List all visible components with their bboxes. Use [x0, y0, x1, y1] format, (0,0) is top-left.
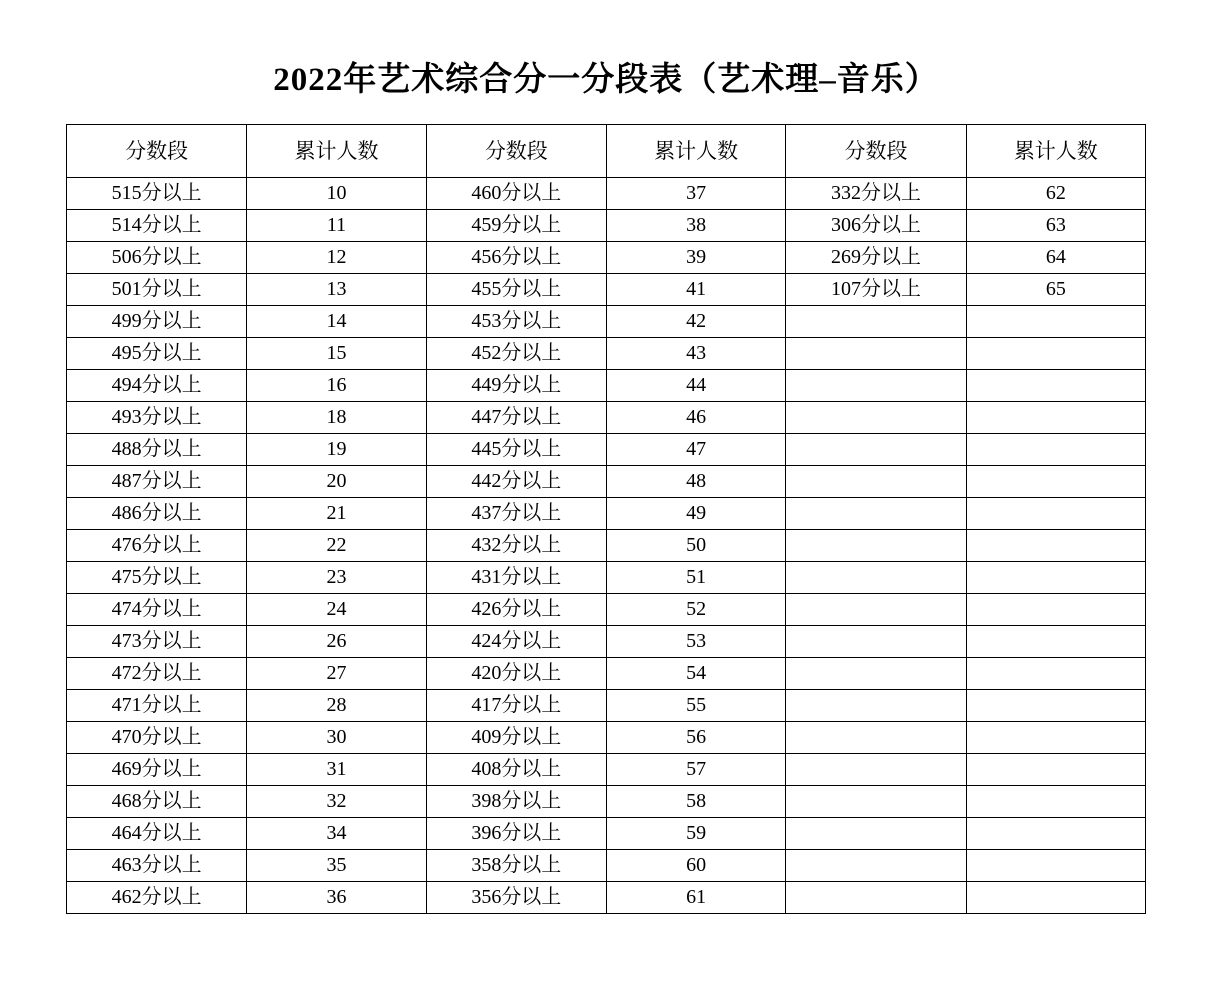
cell-score-segment: 408分以上 — [426, 754, 606, 786]
cell-cumulative-count: 58 — [607, 786, 786, 818]
cell-cumulative-count: 24 — [247, 594, 426, 626]
table-row — [67, 466, 1146, 498]
cell-cumulative-count: 35 — [247, 850, 426, 882]
cell-cumulative-count: 19 — [247, 434, 426, 466]
cell-cumulative-count — [966, 722, 1145, 754]
cell-cumulative-count: 56 — [607, 722, 786, 754]
cell-score-segment: 471分以上 — [67, 690, 247, 722]
table-row — [67, 402, 1146, 434]
cell-score-segment: 464分以上 — [67, 818, 247, 850]
cell-cumulative-count: 27 — [247, 658, 426, 690]
cell-cumulative-count: 18 — [247, 402, 426, 434]
cell-score-segment — [786, 530, 966, 562]
cell-score-segment: 459分以上 — [426, 210, 606, 242]
cell-score-segment: 456分以上 — [426, 242, 606, 274]
cell-cumulative-count — [966, 306, 1145, 338]
table-row — [67, 498, 1146, 530]
cell-cumulative-count — [966, 562, 1145, 594]
cell-cumulative-count: 13 — [247, 274, 426, 306]
table-row — [67, 306, 1146, 338]
cell-score-segment: 473分以上 — [67, 626, 247, 658]
cell-score-segment: 487分以上 — [67, 466, 247, 498]
cell-cumulative-count: 10 — [247, 178, 426, 210]
table-row — [67, 626, 1146, 658]
cell-score-segment — [786, 722, 966, 754]
cell-cumulative-count — [966, 370, 1145, 402]
cell-cumulative-count: 21 — [247, 498, 426, 530]
cell-score-segment — [786, 658, 966, 690]
cell-cumulative-count: 14 — [247, 306, 426, 338]
cell-cumulative-count — [966, 754, 1145, 786]
cell-cumulative-count: 59 — [607, 818, 786, 850]
cell-cumulative-count: 61 — [607, 882, 786, 914]
table-row — [67, 178, 1146, 210]
cell-score-segment: 306分以上 — [786, 210, 966, 242]
cell-score-segment — [786, 818, 966, 850]
cell-score-segment: 409分以上 — [426, 722, 606, 754]
cell-score-segment: 470分以上 — [67, 722, 247, 754]
cell-cumulative-count: 23 — [247, 562, 426, 594]
cell-score-segment: 417分以上 — [426, 690, 606, 722]
cell-score-segment: 107分以上 — [786, 274, 966, 306]
table-row — [67, 658, 1146, 690]
cell-score-segment: 453分以上 — [426, 306, 606, 338]
cell-score-segment: 432分以上 — [426, 530, 606, 562]
cell-cumulative-count: 55 — [607, 690, 786, 722]
table-row — [67, 242, 1146, 274]
cell-score-segment — [786, 882, 966, 914]
cell-cumulative-count — [966, 690, 1145, 722]
cell-score-segment: 442分以上 — [426, 466, 606, 498]
score-segment-table — [66, 124, 1146, 914]
cell-score-segment: 460分以上 — [426, 178, 606, 210]
cell-cumulative-count: 11 — [247, 210, 426, 242]
cell-score-segment — [786, 306, 966, 338]
page-title: 2022年艺术综合分一分段表（艺术理–音乐） — [273, 62, 939, 98]
table-row — [67, 882, 1146, 914]
cell-cumulative-count: 54 — [607, 658, 786, 690]
cell-score-segment: 358分以上 — [426, 850, 606, 882]
table-row — [67, 594, 1146, 626]
cell-score-segment: 463分以上 — [67, 850, 247, 882]
column-header-score-segment-3: 分数段 — [786, 125, 966, 178]
cell-score-segment — [786, 754, 966, 786]
table-row — [67, 818, 1146, 850]
cell-score-segment — [786, 850, 966, 882]
cell-score-segment: 449分以上 — [426, 370, 606, 402]
cell-cumulative-count: 53 — [607, 626, 786, 658]
cell-cumulative-count: 20 — [247, 466, 426, 498]
cell-score-segment: 447分以上 — [426, 402, 606, 434]
cell-score-segment: 501分以上 — [67, 274, 247, 306]
cell-score-segment: 424分以上 — [426, 626, 606, 658]
cell-score-segment: 474分以上 — [67, 594, 247, 626]
cell-cumulative-count: 26 — [247, 626, 426, 658]
table-row — [67, 562, 1146, 594]
cell-score-segment: 494分以上 — [67, 370, 247, 402]
cell-score-segment — [786, 594, 966, 626]
table-row — [67, 722, 1146, 754]
cell-cumulative-count: 62 — [966, 178, 1145, 210]
cell-cumulative-count — [966, 850, 1145, 882]
cell-cumulative-count: 63 — [966, 210, 1145, 242]
cell-score-segment — [786, 786, 966, 818]
cell-cumulative-count: 41 — [607, 274, 786, 306]
table-header — [67, 125, 1146, 178]
cell-score-segment: 426分以上 — [426, 594, 606, 626]
cell-cumulative-count: 44 — [607, 370, 786, 402]
cell-score-segment: 452分以上 — [426, 338, 606, 370]
cell-cumulative-count: 64 — [966, 242, 1145, 274]
cell-cumulative-count: 47 — [607, 434, 786, 466]
cell-score-segment: 396分以上 — [426, 818, 606, 850]
table-row — [67, 370, 1146, 402]
cell-cumulative-count: 22 — [247, 530, 426, 562]
cell-cumulative-count: 32 — [247, 786, 426, 818]
cell-cumulative-count: 50 — [607, 530, 786, 562]
table-row — [67, 434, 1146, 466]
table-row — [67, 338, 1146, 370]
cell-cumulative-count: 48 — [607, 466, 786, 498]
cell-cumulative-count: 49 — [607, 498, 786, 530]
cell-score-segment — [786, 690, 966, 722]
table-row — [67, 690, 1146, 722]
cell-cumulative-count — [966, 498, 1145, 530]
cell-cumulative-count — [966, 818, 1145, 850]
cell-cumulative-count — [966, 402, 1145, 434]
column-header-cumulative-count-2: 累计人数 — [607, 125, 786, 178]
cell-cumulative-count: 51 — [607, 562, 786, 594]
cell-cumulative-count — [966, 466, 1145, 498]
cell-score-segment: 514分以上 — [67, 210, 247, 242]
cell-cumulative-count — [966, 658, 1145, 690]
cell-cumulative-count: 30 — [247, 722, 426, 754]
cell-cumulative-count — [966, 338, 1145, 370]
cell-score-segment: 468分以上 — [67, 786, 247, 818]
cell-cumulative-count — [966, 882, 1145, 914]
cell-cumulative-count: 42 — [607, 306, 786, 338]
cell-score-segment: 420分以上 — [426, 658, 606, 690]
cell-score-segment: 469分以上 — [67, 754, 247, 786]
cell-cumulative-count: 16 — [247, 370, 426, 402]
cell-cumulative-count: 43 — [607, 338, 786, 370]
cell-score-segment: 445分以上 — [426, 434, 606, 466]
cell-score-segment: 475分以上 — [67, 562, 247, 594]
cell-score-segment: 472分以上 — [67, 658, 247, 690]
table-row — [67, 274, 1146, 306]
cell-score-segment: 269分以上 — [786, 242, 966, 274]
cell-score-segment: 499分以上 — [67, 306, 247, 338]
table-row — [67, 786, 1146, 818]
table-row — [67, 530, 1146, 562]
column-header-score-segment-2: 分数段 — [426, 125, 606, 178]
score-table-container — [66, 124, 1146, 914]
table-row — [67, 754, 1146, 786]
cell-score-segment — [786, 498, 966, 530]
cell-cumulative-count: 36 — [247, 882, 426, 914]
cell-score-segment: 437分以上 — [426, 498, 606, 530]
cell-cumulative-count: 60 — [607, 850, 786, 882]
table-row — [67, 210, 1146, 242]
cell-cumulative-count: 28 — [247, 690, 426, 722]
cell-score-segment: 493分以上 — [67, 402, 247, 434]
cell-cumulative-count: 57 — [607, 754, 786, 786]
cell-score-segment: 476分以上 — [67, 530, 247, 562]
cell-score-segment: 462分以上 — [67, 882, 247, 914]
cell-cumulative-count: 46 — [607, 402, 786, 434]
table-header-row — [67, 125, 1146, 178]
cell-score-segment — [786, 434, 966, 466]
cell-cumulative-count — [966, 434, 1145, 466]
column-header-score-segment-1: 分数段 — [67, 125, 247, 178]
cell-cumulative-count: 12 — [247, 242, 426, 274]
cell-cumulative-count: 52 — [607, 594, 786, 626]
cell-cumulative-count: 38 — [607, 210, 786, 242]
table-row — [67, 850, 1146, 882]
cell-score-segment: 515分以上 — [67, 178, 247, 210]
cell-score-segment — [786, 370, 966, 402]
cell-cumulative-count: 39 — [607, 242, 786, 274]
cell-score-segment: 332分以上 — [786, 178, 966, 210]
cell-cumulative-count — [966, 786, 1145, 818]
column-header-cumulative-count-3: 累计人数 — [966, 125, 1145, 178]
cell-score-segment — [786, 338, 966, 370]
cell-cumulative-count: 34 — [247, 818, 426, 850]
cell-score-segment: 488分以上 — [67, 434, 247, 466]
cell-score-segment: 495分以上 — [67, 338, 247, 370]
cell-score-segment: 486分以上 — [67, 498, 247, 530]
cell-score-segment: 455分以上 — [426, 274, 606, 306]
cell-cumulative-count — [966, 530, 1145, 562]
cell-score-segment — [786, 626, 966, 658]
cell-score-segment — [786, 402, 966, 434]
cell-score-segment — [786, 466, 966, 498]
cell-score-segment — [786, 562, 966, 594]
table-body — [67, 178, 1146, 914]
cell-cumulative-count: 15 — [247, 338, 426, 370]
cell-cumulative-count: 37 — [607, 178, 786, 210]
cell-cumulative-count — [966, 626, 1145, 658]
cell-cumulative-count — [966, 594, 1145, 626]
cell-score-segment: 431分以上 — [426, 562, 606, 594]
cell-score-segment: 398分以上 — [426, 786, 606, 818]
cell-cumulative-count: 31 — [247, 754, 426, 786]
cell-cumulative-count: 65 — [966, 274, 1145, 306]
cell-score-segment: 356分以上 — [426, 882, 606, 914]
column-header-cumulative-count-1: 累计人数 — [247, 125, 426, 178]
cell-score-segment: 506分以上 — [67, 242, 247, 274]
